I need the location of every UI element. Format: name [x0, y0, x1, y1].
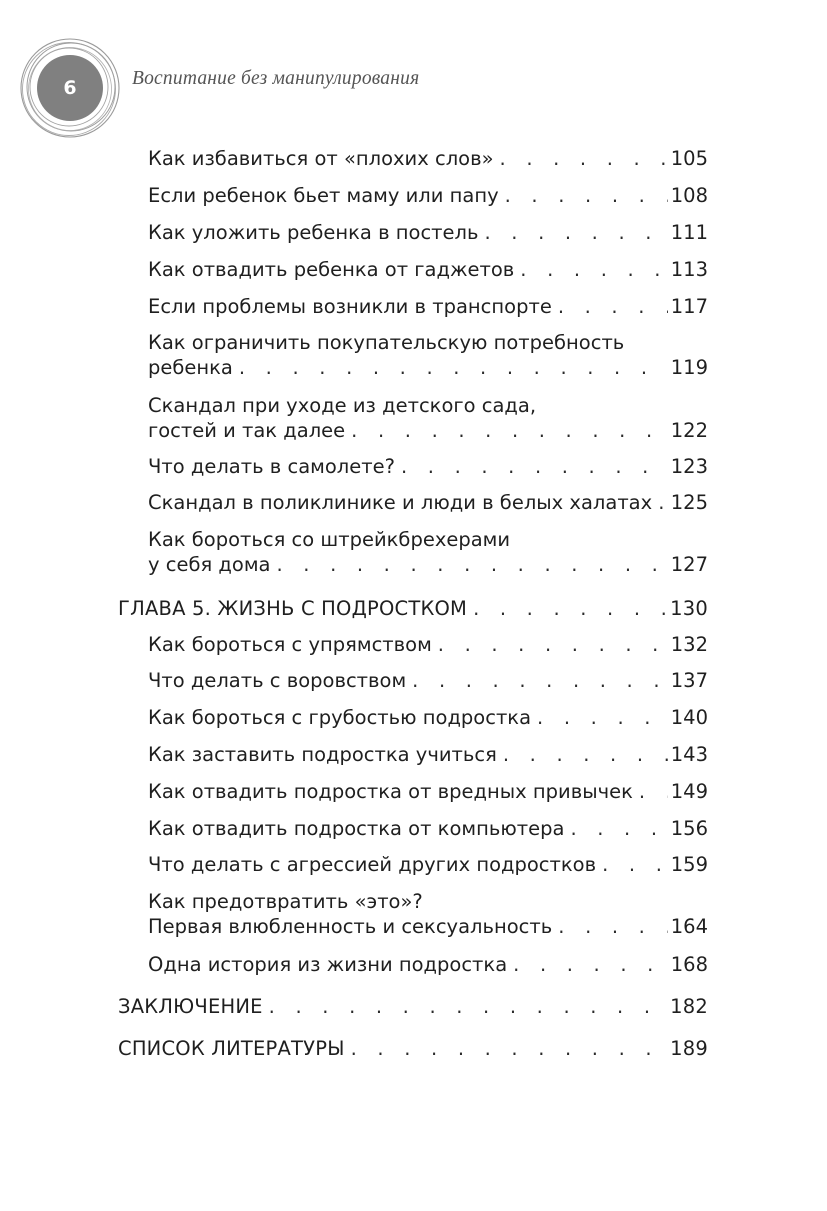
- dot-leader: [503, 742, 668, 767]
- toc-page-number: 164: [670, 915, 708, 938]
- toc-entry-title: Что делать с агрессией других подростков: [148, 853, 597, 876]
- dot-leader: [513, 952, 668, 977]
- toc-entry[interactable]: [148, 183, 708, 208]
- dot-leader: [537, 705, 668, 730]
- dot-leader: [602, 852, 668, 877]
- toc-page-number: 117: [670, 295, 708, 318]
- toc-entry-title: Если ребенок бьет маму или папу: [148, 184, 499, 207]
- page-number: 6: [63, 77, 77, 99]
- toc-page-number: 140: [670, 706, 708, 729]
- toc-entry[interactable]: [148, 330, 708, 380]
- toc-entry[interactable]: [148, 220, 708, 245]
- toc-page-number: 156: [670, 817, 708, 840]
- toc-entry-title: Как ограничить покупательскую потребность: [148, 331, 625, 354]
- toc-page-number: 119: [670, 356, 708, 379]
- toc-entry-title: Как заставить подростка учиться: [148, 743, 497, 766]
- toc-entry-title-cont: гостей и так далее: [148, 419, 346, 442]
- toc-page-number: 113: [670, 258, 708, 281]
- dot-leader: [276, 552, 667, 577]
- toc-entry-title: Как предотвратить «это»?: [148, 890, 423, 913]
- toc-page-number: 130: [670, 597, 708, 620]
- toc-entry-title: Как отвадить подростка от компьютера: [148, 817, 565, 840]
- toc-entry[interactable]: [148, 668, 708, 693]
- toc-entry[interactable]: [148, 393, 708, 443]
- toc-entry[interactable]: [148, 632, 708, 657]
- toc-entry-title: Как бороться со штрейкбрехерами: [148, 528, 511, 551]
- dot-leader: [351, 418, 668, 443]
- dot-leader: [570, 816, 667, 841]
- toc-entry[interactable]: [148, 952, 708, 977]
- toc-entry[interactable]: [148, 527, 708, 577]
- toc-entry[interactable]: [148, 889, 708, 939]
- dot-leader: [412, 668, 668, 693]
- toc-entry[interactable]: [148, 294, 708, 319]
- toc-entry-title: Скандал при уходе из детского сада,: [148, 394, 537, 417]
- toc-page-number: 105: [670, 147, 708, 170]
- dot-leader: [505, 183, 668, 208]
- toc-page-number: 137: [670, 669, 708, 692]
- toc-page-number: 132: [670, 633, 708, 656]
- toc-entry-title: Как бороться с упрямством: [148, 633, 432, 656]
- dot-leader: [500, 146, 668, 171]
- toc-entry-title: Как уложить ребенка в постель: [148, 221, 479, 244]
- toc-entry[interactable]: [148, 454, 708, 479]
- dot-leader: [401, 454, 668, 479]
- toc-page-number: 125: [670, 491, 708, 514]
- toc-chapter-title: СПИСОК ЛИТЕРАТУРЫ: [118, 1037, 345, 1060]
- dot-leader: [351, 1036, 668, 1061]
- toc-page-number: 122: [670, 419, 708, 442]
- toc-entry[interactable]: [148, 705, 708, 730]
- toc-page-number: 143: [670, 743, 708, 766]
- toc-entry[interactable]: [148, 742, 708, 767]
- dot-leader: [269, 994, 668, 1019]
- toc-chapter-entry[interactable]: [118, 596, 708, 621]
- toc-entry[interactable]: [148, 490, 708, 515]
- toc-chapter-entry[interactable]: [118, 994, 708, 1019]
- toc-page-number: 111: [670, 221, 708, 244]
- toc-page-number: 182: [670, 995, 708, 1018]
- dot-leader: [239, 355, 668, 380]
- toc-entry[interactable]: [148, 146, 708, 171]
- toc-page-number: 127: [670, 553, 708, 576]
- toc-entry-title: Как отвадить ребенка от гаджетов: [148, 258, 515, 281]
- toc-page-number: 159: [670, 853, 708, 876]
- toc-page-number: 168: [670, 953, 708, 976]
- toc-entry-title: Как избавиться от «плохих слов»: [148, 147, 494, 170]
- toc-page-number: 108: [670, 184, 708, 207]
- toc-entry-title: Если проблемы возникли в транспорте: [148, 295, 552, 318]
- toc-chapter-entry[interactable]: [118, 1036, 708, 1061]
- toc-entry[interactable]: [148, 816, 708, 841]
- dot-leader: [639, 779, 668, 804]
- dot-leader: [558, 914, 668, 939]
- toc-page-number: 149: [670, 780, 708, 803]
- toc-chapter-title: ЗАКЛЮЧЕНИЕ: [118, 995, 263, 1018]
- toc-page-number: 123: [670, 455, 708, 478]
- toc-entry-title-cont: у себя дома: [148, 553, 271, 576]
- running-title: Воспитание без манипулирования: [132, 68, 420, 89]
- dot-leader: [658, 490, 668, 515]
- dot-leader: [484, 220, 667, 245]
- dot-leader: [558, 294, 668, 319]
- toc-entry-title: Что делать с воровством: [148, 669, 407, 692]
- toc-entry-title: Одна история из жизни подростка: [148, 953, 508, 976]
- toc-entry-title: Как бороться с грубостью подростка: [148, 706, 532, 729]
- toc-entry-title: Скандал в поликлинике и люди в белых халатах: [148, 491, 653, 514]
- toc-entry[interactable]: [148, 852, 708, 877]
- dot-leader: [473, 596, 667, 621]
- dot-leader: [520, 257, 667, 282]
- toc-chapter-title: ГЛАВА 5. ЖИЗНЬ С ПОДРОСТКОМ: [118, 597, 468, 620]
- toc-entry-title-cont: ребенка: [148, 356, 233, 379]
- toc-entry-title: Что делать в самолете?: [148, 455, 395, 478]
- toc-entry-title: Как отвадить подростка от вредных привычек: [148, 780, 633, 803]
- toc-entry-title-cont: Первая влюбленность и сексуальность: [148, 915, 553, 938]
- toc-page-number: 189: [670, 1037, 708, 1060]
- toc-entry[interactable]: [148, 257, 708, 282]
- dot-leader: [438, 632, 668, 657]
- toc-entry[interactable]: [148, 779, 708, 804]
